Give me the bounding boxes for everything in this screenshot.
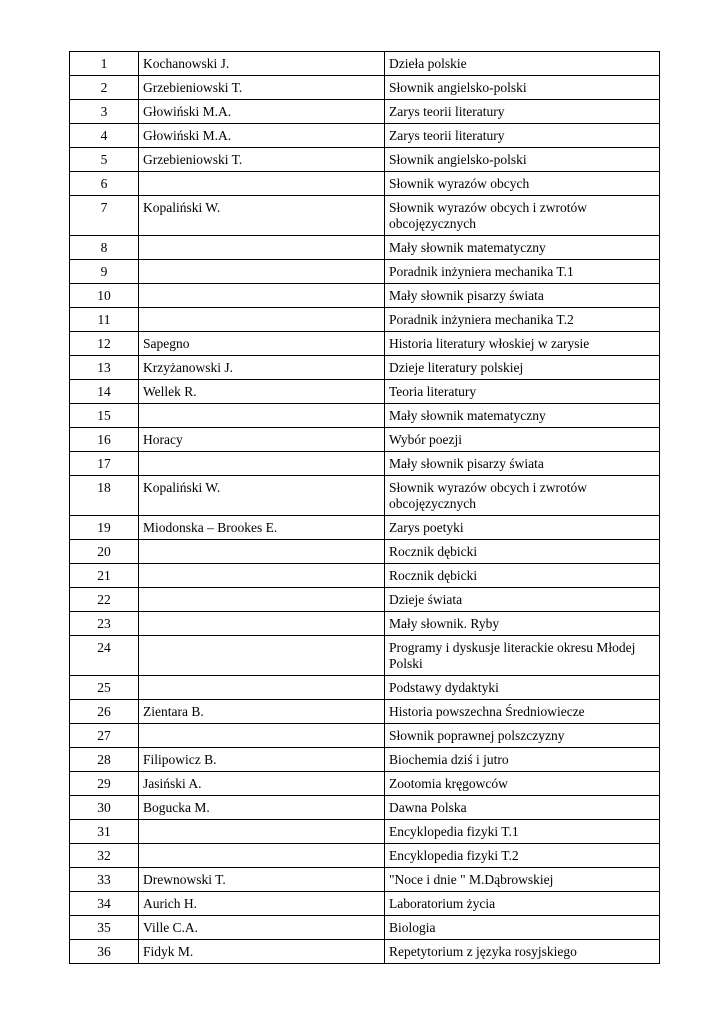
- table-row: [70, 540, 660, 564]
- author-cell: [139, 636, 385, 676]
- author-cell: Zientara B.: [139, 700, 385, 724]
- title-cell: Słownik wyrazów obcych i zwrotów obcojęzycznych: [385, 476, 660, 516]
- author-cell: [139, 236, 385, 260]
- title-cell: Dzieje świata: [385, 588, 660, 612]
- title-cell: Podstawy dydaktyki: [385, 676, 660, 700]
- row-number-cell: 24: [70, 636, 139, 676]
- table-row: [70, 428, 660, 452]
- title-cell: Dzieje literatury polskiej: [385, 356, 660, 380]
- row-number-cell: 13: [70, 356, 139, 380]
- author-cell: Filipowicz B.: [139, 748, 385, 772]
- row-number-cell: 18: [70, 476, 139, 516]
- author-cell: [139, 612, 385, 636]
- title-cell: Słownik poprawnej polszczyzny: [385, 724, 660, 748]
- title-cell: Dawna Polska: [385, 796, 660, 820]
- table-row: [70, 260, 660, 284]
- row-number-cell: 20: [70, 540, 139, 564]
- table-row: [70, 148, 660, 172]
- row-number-cell: 21: [70, 564, 139, 588]
- title-cell: Rocznik dębicki: [385, 540, 660, 564]
- author-cell: Ville C.A.: [139, 916, 385, 940]
- row-number-cell: 28: [70, 748, 139, 772]
- row-number-cell: 10: [70, 284, 139, 308]
- author-cell: Grzebieniowski T.: [139, 76, 385, 100]
- author-cell: Sapegno: [139, 332, 385, 356]
- row-number-cell: 9: [70, 260, 139, 284]
- title-cell: Mały słownik pisarzy świata: [385, 452, 660, 476]
- table-row: [70, 868, 660, 892]
- row-number-cell: 32: [70, 844, 139, 868]
- author-cell: Horacy: [139, 428, 385, 452]
- row-number-cell: 35: [70, 916, 139, 940]
- author-cell: [139, 820, 385, 844]
- table-row: [70, 796, 660, 820]
- row-number-cell: 4: [70, 124, 139, 148]
- title-cell: Dzieła polskie: [385, 52, 660, 76]
- row-number-cell: 15: [70, 404, 139, 428]
- title-cell: Słownik angielsko-polski: [385, 76, 660, 100]
- author-cell: Głowiński M.A.: [139, 124, 385, 148]
- table-row: [70, 612, 660, 636]
- author-cell: [139, 844, 385, 868]
- author-cell: [139, 404, 385, 428]
- title-cell: Historia literatury włoskiej w zarysie: [385, 332, 660, 356]
- author-cell: Fidyk M.: [139, 940, 385, 964]
- table-row: [70, 820, 660, 844]
- row-number-cell: 19: [70, 516, 139, 540]
- row-number-cell: 33: [70, 868, 139, 892]
- row-number-cell: 6: [70, 172, 139, 196]
- table-row: [70, 700, 660, 724]
- book-list-table: [69, 51, 660, 964]
- row-number-cell: 1: [70, 52, 139, 76]
- title-cell: Teoria literatury: [385, 380, 660, 404]
- row-number-cell: 2: [70, 76, 139, 100]
- table-row: [70, 892, 660, 916]
- table-row: [70, 748, 660, 772]
- table-row: [70, 844, 660, 868]
- title-cell: Wybór poezji: [385, 428, 660, 452]
- author-cell: [139, 724, 385, 748]
- row-number-cell: 22: [70, 588, 139, 612]
- author-cell: [139, 564, 385, 588]
- title-cell: Repetytorium z języka rosyjskiego: [385, 940, 660, 964]
- author-cell: Głowiński M.A.: [139, 100, 385, 124]
- table-row: [70, 676, 660, 700]
- table-row: [70, 380, 660, 404]
- author-cell: Kopaliński W.: [139, 476, 385, 516]
- title-cell: Zarys poetyki: [385, 516, 660, 540]
- title-cell: Laboratorium życia: [385, 892, 660, 916]
- author-cell: Jasiński A.: [139, 772, 385, 796]
- row-number-cell: 16: [70, 428, 139, 452]
- row-number-cell: 17: [70, 452, 139, 476]
- author-cell: [139, 676, 385, 700]
- title-cell: Historia powszechna Średniowiecze: [385, 700, 660, 724]
- author-cell: [139, 540, 385, 564]
- table-row: [70, 356, 660, 380]
- row-number-cell: 34: [70, 892, 139, 916]
- table-row: [70, 564, 660, 588]
- row-number-cell: 36: [70, 940, 139, 964]
- row-number-cell: 11: [70, 308, 139, 332]
- author-cell: [139, 172, 385, 196]
- table-row: [70, 236, 660, 260]
- table-row: [70, 636, 660, 676]
- title-cell: Mały słownik pisarzy świata: [385, 284, 660, 308]
- title-cell: Poradnik inżyniera mechanika T.1: [385, 260, 660, 284]
- row-number-cell: 7: [70, 196, 139, 236]
- table-row: [70, 588, 660, 612]
- row-number-cell: 26: [70, 700, 139, 724]
- author-cell: [139, 308, 385, 332]
- author-cell: Kochanowski J.: [139, 52, 385, 76]
- author-cell: Aurich H.: [139, 892, 385, 916]
- table-row: [70, 172, 660, 196]
- table-row: [70, 100, 660, 124]
- title-cell: Mały słownik matematyczny: [385, 236, 660, 260]
- row-number-cell: 5: [70, 148, 139, 172]
- table-row: [70, 196, 660, 236]
- author-cell: [139, 284, 385, 308]
- author-cell: Grzebieniowski T.: [139, 148, 385, 172]
- title-cell: Zootomia kręgowców: [385, 772, 660, 796]
- table-row: [70, 52, 660, 76]
- table-row: [70, 76, 660, 100]
- title-cell: Zarys teorii literatury: [385, 100, 660, 124]
- row-number-cell: 30: [70, 796, 139, 820]
- table-row: [70, 332, 660, 356]
- row-number-cell: 23: [70, 612, 139, 636]
- table-row: [70, 476, 660, 516]
- row-number-cell: 29: [70, 772, 139, 796]
- title-cell: Słownik wyrazów obcych i zwrotów obcojęzycznych: [385, 196, 660, 236]
- author-cell: Kopaliński W.: [139, 196, 385, 236]
- title-cell: Słownik angielsko-polski: [385, 148, 660, 172]
- row-number-cell: 27: [70, 724, 139, 748]
- author-cell: Drewnowski T.: [139, 868, 385, 892]
- row-number-cell: 31: [70, 820, 139, 844]
- author-cell: [139, 588, 385, 612]
- table-row: [70, 124, 660, 148]
- title-cell: Biochemia dziś i jutro: [385, 748, 660, 772]
- table-row: [70, 284, 660, 308]
- table-row: [70, 940, 660, 964]
- author-cell: Krzyżanowski J.: [139, 356, 385, 380]
- title-cell: Programy i dyskusje literackie okresu Młodej Polski: [385, 636, 660, 676]
- title-cell: Rocznik dębicki: [385, 564, 660, 588]
- table-row: [70, 724, 660, 748]
- title-cell: Encyklopedia fizyki T.1: [385, 820, 660, 844]
- table-row: [70, 308, 660, 332]
- row-number-cell: 12: [70, 332, 139, 356]
- row-number-cell: 25: [70, 676, 139, 700]
- title-cell: "Noce i dnie " M.Dąbrowskiej: [385, 868, 660, 892]
- title-cell: Biologia: [385, 916, 660, 940]
- table-row: [70, 404, 660, 428]
- title-cell: Encyklopedia fizyki T.2: [385, 844, 660, 868]
- title-cell: Mały słownik. Ryby: [385, 612, 660, 636]
- author-cell: Miodonska – Brookes E.: [139, 516, 385, 540]
- table-row: [70, 516, 660, 540]
- title-cell: Mały słownik matematyczny: [385, 404, 660, 428]
- table-row: [70, 916, 660, 940]
- row-number-cell: 8: [70, 236, 139, 260]
- title-cell: Słownik wyrazów obcych: [385, 172, 660, 196]
- author-cell: [139, 260, 385, 284]
- author-cell: Wellek R.: [139, 380, 385, 404]
- table-row: [70, 772, 660, 796]
- author-cell: Bogucka M.: [139, 796, 385, 820]
- book-list-body: [70, 52, 660, 964]
- table-row: [70, 452, 660, 476]
- row-number-cell: 3: [70, 100, 139, 124]
- author-cell: [139, 452, 385, 476]
- title-cell: Zarys teorii literatury: [385, 124, 660, 148]
- title-cell: Poradnik inżyniera mechanika T.2: [385, 308, 660, 332]
- row-number-cell: 14: [70, 380, 139, 404]
